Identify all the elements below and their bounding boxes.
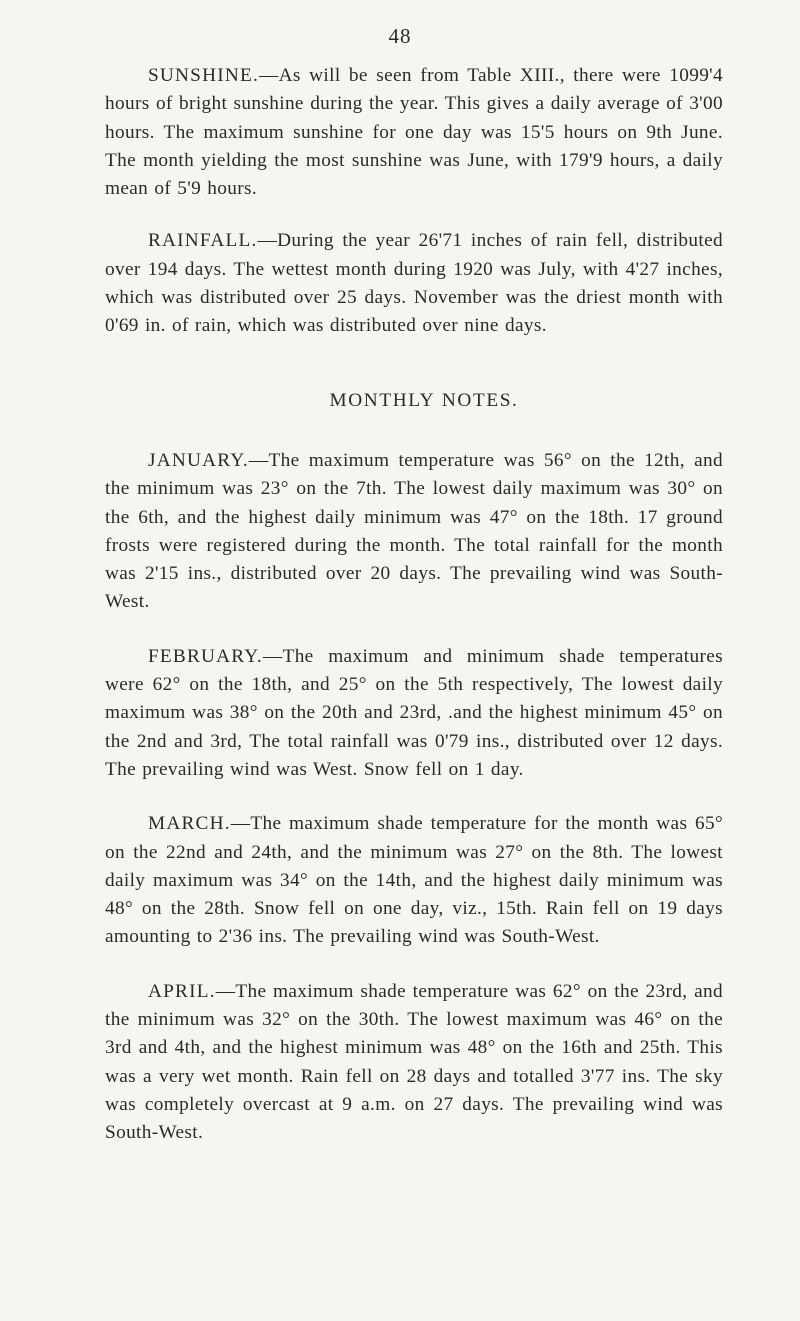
january-lead: JANUARY. bbox=[148, 449, 249, 471]
march-lead: MARCH. bbox=[148, 813, 231, 835]
sunshine-paragraph bbox=[105, 62, 723, 203]
february-lead: FEBRUARY. bbox=[148, 645, 263, 667]
march-text: —The maximum shade temperature for the month was 65° on the 22nd and 24th, and the minimum was 27° on the 8th. The lowest daily maximum was 34° on the 14th, and the highest daily minimum was 48° on the 28th. Snow fell on one day, viz., 15th. Rain fell on 19 days amounting to 2'36 ins. The prevailing wind was South-West. bbox=[105, 813, 723, 948]
march-paragraph bbox=[105, 810, 723, 951]
april-lead: APRIL. bbox=[148, 980, 216, 1002]
rainfall-lead: RAINFALL. bbox=[148, 230, 258, 252]
january-text: —The maximum temperature was 56° on the 12th, and the minimum was 23° on the 7th. The lowest daily maximum was 30° on the 6th, and the highest daily minimum was 47° on the 18th. 17 ground frosts were registered during the month. The total rainfall for the month was 2'15 ins., distributed over 20 days. The prevailing wind was South-West. bbox=[105, 449, 723, 613]
document-body bbox=[105, 62, 723, 1174]
sunshine-lead: SUNSHINE. bbox=[148, 65, 259, 86]
april-text: —The maximum shade temperature was 62° on the 23rd, and the minimum was 32° on the 30th. The lowest maximum was 46° on the 3rd and 4th, and the highest minimum was 48° on the 16th and 25th. This was a very wet month. Rain fell on 28 days and totalled 3'77 ins. The sky was completely overcast at 9 a.m. on 27 days. The prevailing wind was South-West. bbox=[105, 980, 723, 1144]
page-number: 48 bbox=[388, 24, 412, 48]
sunshine-text: —As will be seen from Table XIII., there were 1099'4 hours of bright sunshine during the year. This gives a daily average of 3'00 hours. The maximum sunshine for one day was 15'5 hours on 9th June. The month yielding the most sunshine was June, with 179'9 hours, a daily mean of 5'9 hours. bbox=[105, 65, 723, 200]
february-text: —The maximum and minimum shade temperatures were 62° on the 18th, and 25° on the 5th respectively, The lowest daily maximum was 38° on the 20th and 23rd, .and the highest minimum 45° on the 2nd and 3rd, The total rainfall was 0'79 ins., distributed over 12 days. The prevailing wind was West. Snow fell on 1 day. bbox=[105, 645, 723, 780]
monthly-notes-heading: MONTHLY NOTES. bbox=[329, 389, 519, 411]
january-paragraph bbox=[105, 447, 723, 617]
rainfall-text: —During the year 26'71 inches of rain fell, distributed over 194 days. The wettest month during 1920 was July, with 4'27 inches, which was distributed over 25 days. November was the driest month with 0'69 in. of rain, which was distributed over nine days. bbox=[105, 230, 723, 337]
rainfall-paragraph bbox=[105, 227, 723, 340]
february-paragraph bbox=[105, 643, 723, 784]
april-paragraph bbox=[105, 978, 723, 1148]
